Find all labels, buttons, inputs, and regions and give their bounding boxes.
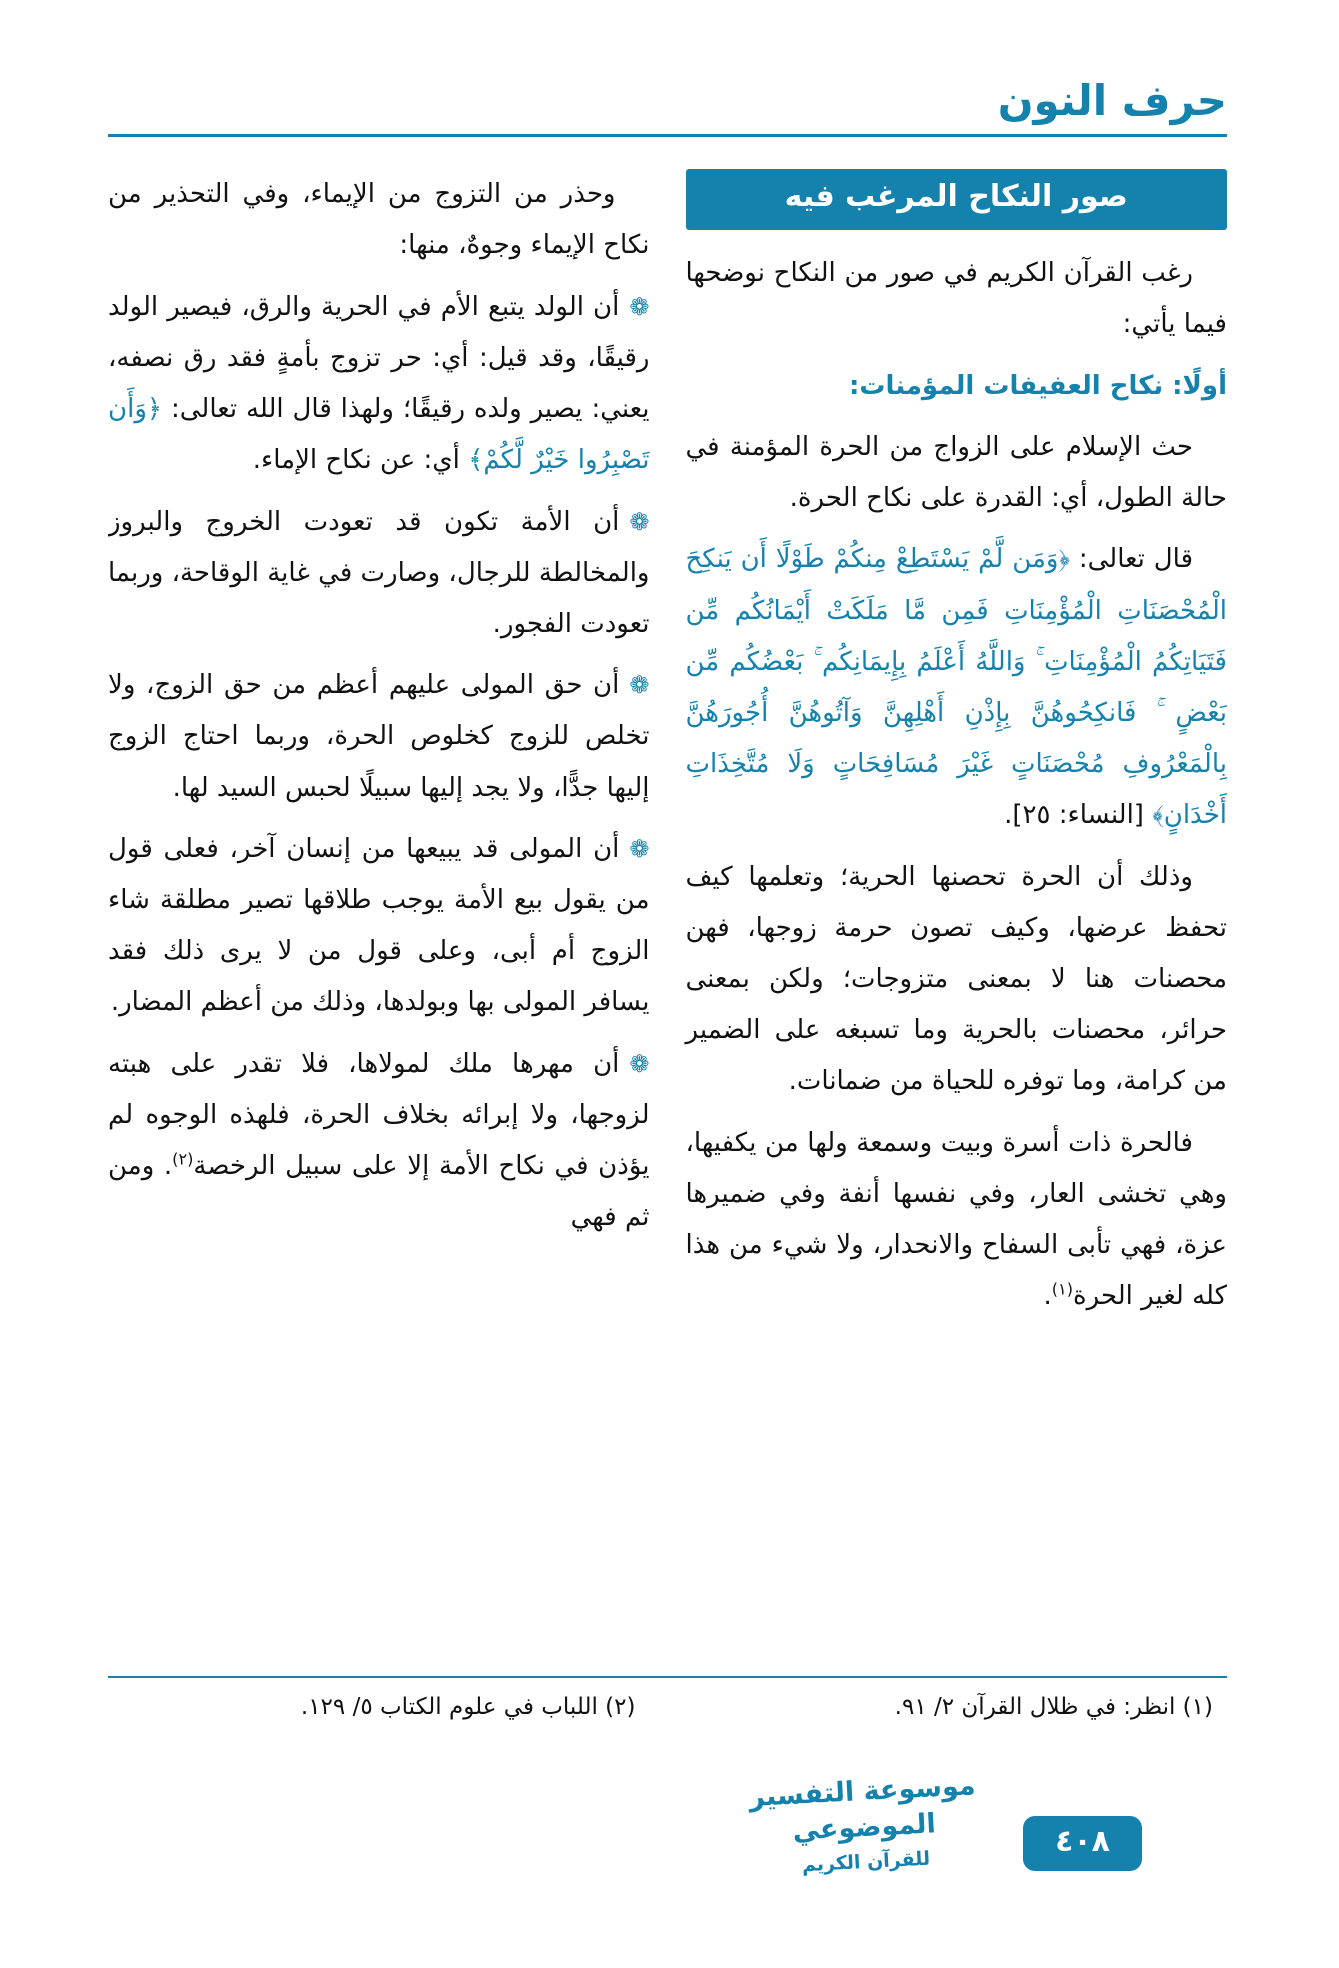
list-item xyxy=(108,1039,650,1244)
quran-paragraph xyxy=(686,534,1228,841)
bullet-text: . ومن ثم فهي xyxy=(108,1151,650,1233)
list-item xyxy=(108,282,650,487)
footnote-divider xyxy=(108,1676,1227,1678)
page-footer xyxy=(0,1770,1339,1940)
publisher-logo xyxy=(747,1768,982,1879)
paragraph-text: . xyxy=(1043,1281,1052,1312)
left-column xyxy=(108,169,650,1561)
intro-paragraph: وحذر من التزوج من الإيماء، وفي التحذير من نكاح الإيماء وجوهٌ، منها: xyxy=(108,179,650,261)
publisher-logo-subtext: للقرآن الكريم xyxy=(801,1847,931,1877)
page-number: ٤٠٨ xyxy=(1055,1824,1110,1859)
page-number-badge xyxy=(1023,1816,1142,1871)
quran-lead: قال تعالى: xyxy=(1070,544,1193,575)
right-column xyxy=(686,169,1228,1561)
quran-quote: ﴿وَأَن تَصْبِرُوا خَيْرٌ لَّكُمْ﴾ xyxy=(108,394,650,476)
footnote-marker: (٢) xyxy=(172,1149,194,1169)
flower-bullet-icon: ❁ xyxy=(629,671,650,700)
footnotes-section xyxy=(108,1676,1227,1720)
publisher-logo-text: موسوعة التفسير الموضوعي xyxy=(748,1770,977,1848)
flower-bullet-icon: ❁ xyxy=(629,1049,650,1078)
paragraph: حث الإسلام على الزواج من الحرة المؤمنة في حالة الطول، أي: القدرة على نكاح الحرة. xyxy=(685,431,1227,514)
intro-paragraph: رغب القرآن الكريم في صور من النكاح نوضحها فيما يأتي: xyxy=(685,258,1227,340)
content-columns xyxy=(108,169,1227,1561)
footnote-item: (٢) اللباب في علوم الكتاب ٥/ ١٢٩. xyxy=(300,1694,636,1720)
section-heading-box: صور النكاح المرغب فيه xyxy=(686,169,1228,230)
paragraph-text: فالحرة ذات أسرة وبيت وسمعة ولها من يكفيها، وهي تخشى العار، وفي نفسها أنفة وفي ضميرها عزة، فهي تأبى السفاح والانحدار، ولا شيء من هذا كله لغير الحرة xyxy=(685,1127,1227,1312)
header-divider xyxy=(108,134,1227,137)
flower-bullet-icon: ❁ xyxy=(629,292,650,321)
quran-reference: [النساء: ٢٥]. xyxy=(1004,800,1153,831)
footnotes-row xyxy=(108,1694,1227,1720)
bullet-text: أي: عن نكاح الإماء. xyxy=(252,445,469,476)
list-item xyxy=(108,660,650,814)
paragraph: وذلك أن الحرة تحصنها الحرية؛ وتعلمها كيف تحفظ عرضها، وكيف تصون حرمة زوجها، فهن محصنات هنا لا بمعنى متزوجات؛ ولكن بمعنى حرائر، محصنات بالحرية وما تسبغه على الضمير من كرامة، وما توفره للحياة من ضمانات. xyxy=(685,861,1227,1097)
bullet-text: أن الأمة تكون قد تعودت الخروج والبروز والمخالطة للرجال، وصارت في غاية الوقاحة، وربما تعودت الفجور. xyxy=(108,506,650,639)
footnote-marker: (١) xyxy=(1051,1279,1073,1299)
quran-quote: ﴿وَمَن لَّمْ يَسْتَطِعْ مِنكُمْ طَوْلًا أَن يَنكِحَ الْمُحْصَنَاتِ الْمُؤْمِنَاتِ فَمِن مَّا مَلَكَتْ أَيْمَانُكُم مِّن فَتَيَاتِكُمُ الْمُؤْمِنَاتِ ۚ وَاللَّهُ أَعْلَمُ بِإِيمَانِكُم ۚ بَعْضُكُم مِّن بَعْضٍ ۚ فَانكِحُوهُنَّ بِإِذْنِ أَهْلِهِنَّ وَآتُوهُنَّ أُجُورَهُنَّ بِالْمَعْرُوفِ مُحْصَنَاتٍ غَيْرَ مُسَافِحَاتٍ وَلَا مُتَّخِذَاتِ أَخْدَانٍ﴾ xyxy=(685,544,1227,831)
footnote-item: (١) انظر: في ظلال القرآن ٢/ ٩١. xyxy=(894,1694,1213,1720)
flower-bullet-icon: ❁ xyxy=(629,507,650,536)
flower-bullet-icon: ❁ xyxy=(629,834,650,863)
bullet-text: أن مهرها ملك لمولاها، فلا تقدر على هبته لزوجها، ولا إبرائه بخلاف الحرة، فلهذه الوجوه لم يؤذن في نكاح الأمة إلا على سبيل الرخصة xyxy=(108,1048,650,1182)
chapter-title: حرف النون xyxy=(997,76,1227,125)
bullet-text: أن حق المولى عليهم أعظم من حق الزوج، ولا تخلص للزوج كخلوص الحرة، وربما احتاج الزوج إليها جدًّا، ولا يجد إليها سبيلًا لحبس السيد لها. xyxy=(108,670,650,803)
page-content xyxy=(0,78,1339,1561)
bullet-text: أن المولى قد يبيعها من إنسان آخر، فعلى قول من يقول بيع الأمة يوجب طلاقها تصير مطلقة شاء الزوج أم أبى، وعلى قول من لا يرى ذلك فقد يسافر المولى بها وبولدها، وذلك من أعظم المضار. xyxy=(108,833,650,1018)
bullet-text: أن الولد يتبع الأم في الحرية والرق، فيصير الولد رقيقًا، وقد قيل: أي: حر تزوج بأمةٍ فقد رق نصفه، يعني: يصير ولده رقيقًا؛ ولهذا قال الله تعالى: xyxy=(108,291,650,425)
list-item xyxy=(108,824,650,1029)
list-item xyxy=(108,497,650,651)
book-page xyxy=(0,78,1339,1968)
paragraph xyxy=(686,1118,1228,1323)
subheading: أولًا: نكاح العفيفات المؤمنات: xyxy=(848,370,1227,401)
